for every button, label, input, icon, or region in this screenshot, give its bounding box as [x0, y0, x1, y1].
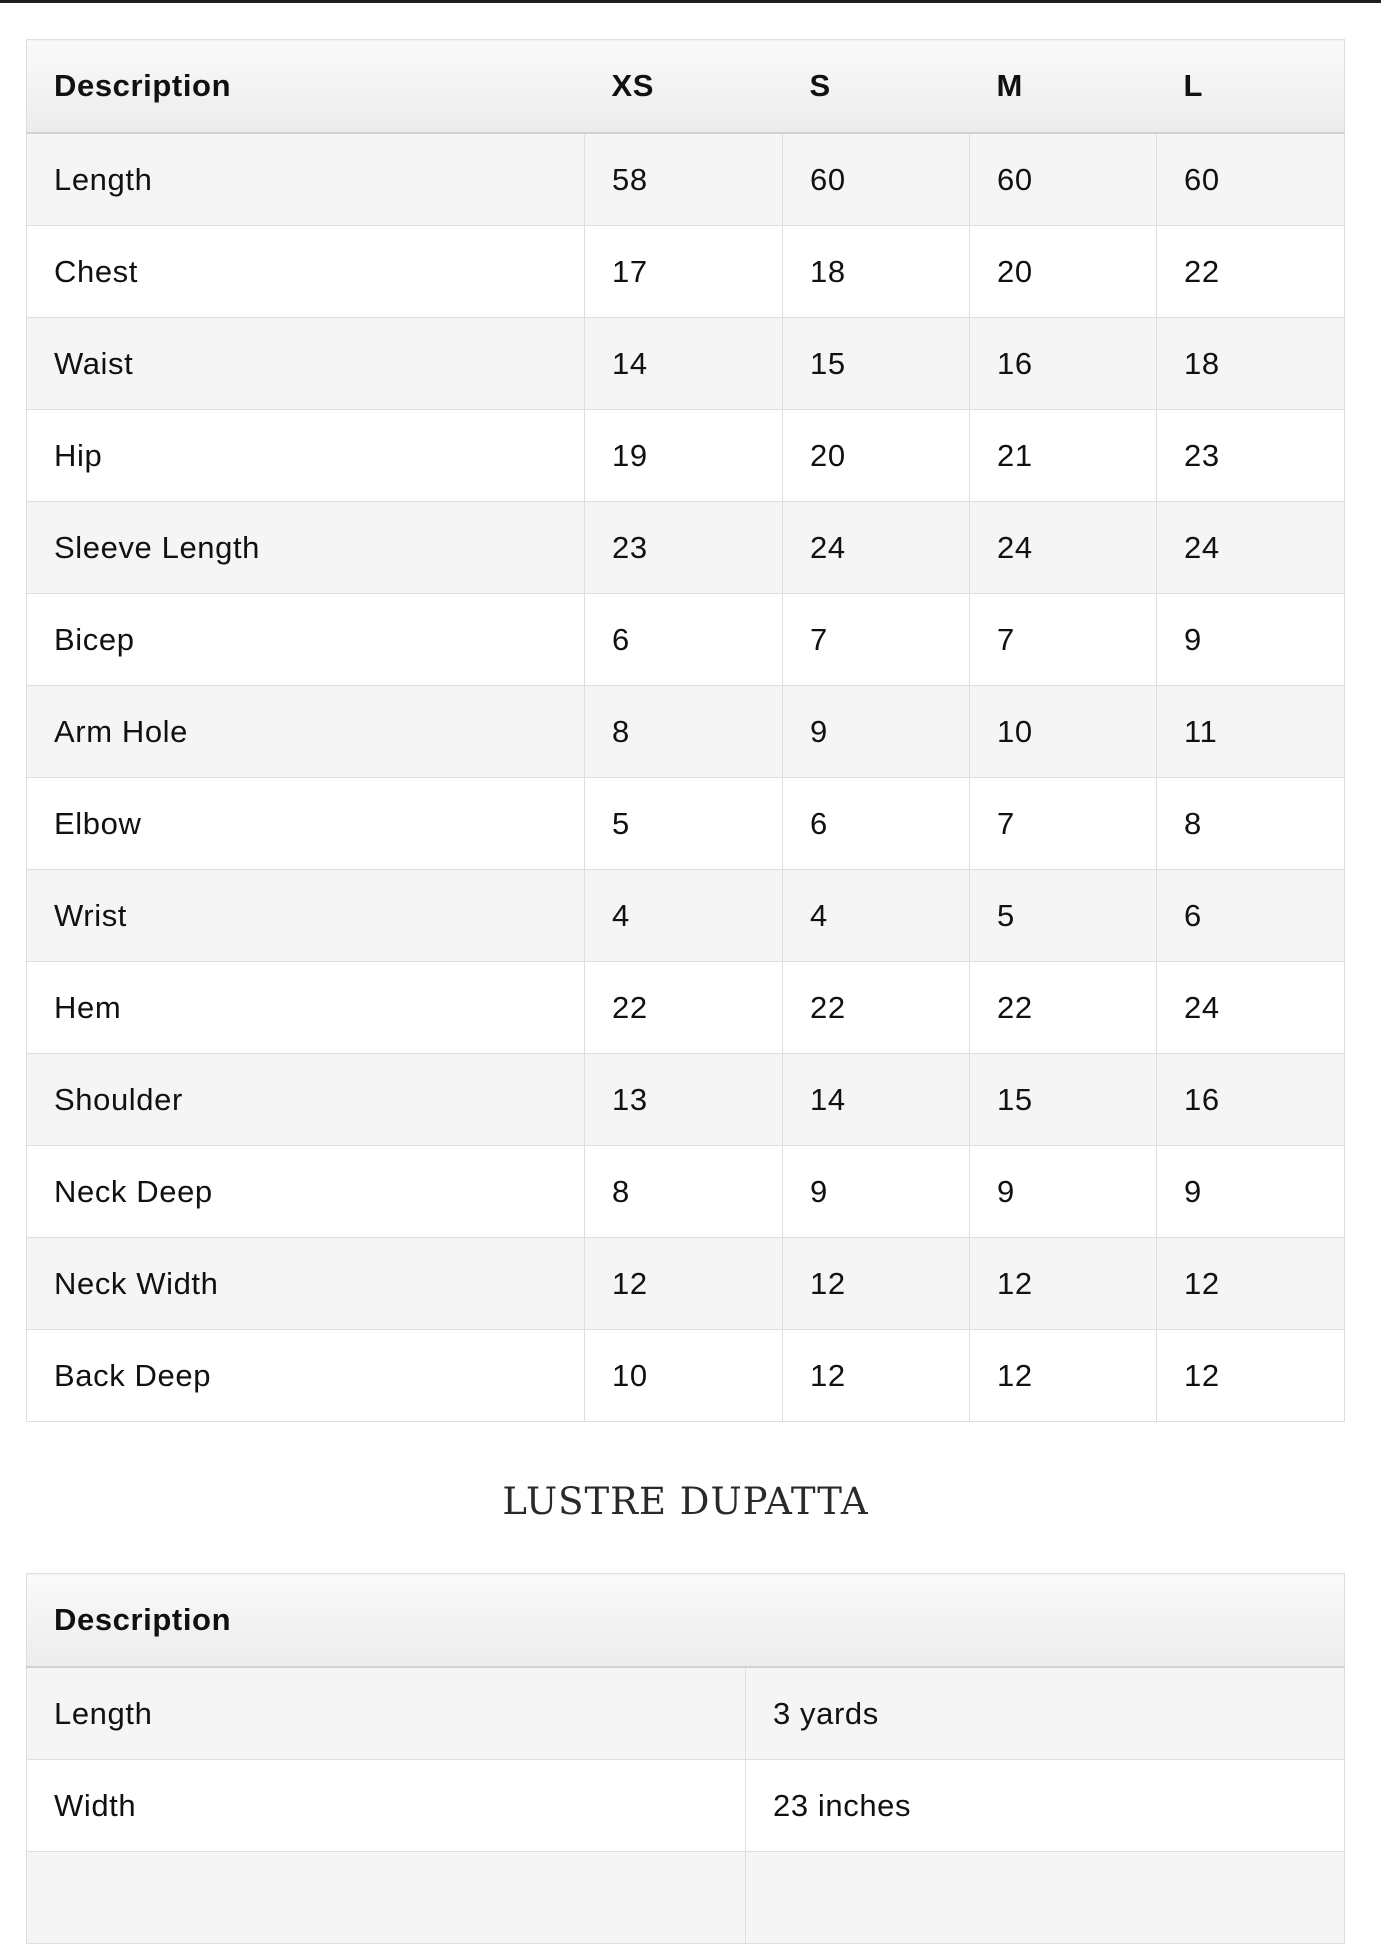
cell-l: 23	[1157, 410, 1345, 502]
cell-xs: 6	[585, 594, 783, 686]
table-row	[27, 133, 1345, 226]
cell-xs: 23	[585, 502, 783, 594]
cell-s: 14	[783, 1054, 970, 1146]
header-size-m: M	[970, 40, 1157, 134]
cell-xs: 8	[585, 686, 783, 778]
cell-m: 7	[970, 778, 1157, 870]
table-row	[27, 318, 1345, 410]
cell-description: Length	[27, 1667, 746, 1760]
cell-l: 9	[1157, 594, 1345, 686]
header-size-l: L	[1157, 40, 1345, 134]
cell-m: 9	[970, 1146, 1157, 1238]
cell-description: Hem	[27, 962, 585, 1054]
cell-s: 4	[783, 870, 970, 962]
cell-xs: 19	[585, 410, 783, 502]
cell-description: Width	[27, 1760, 746, 1852]
cell-xs: 17	[585, 226, 783, 318]
cell-m: 12	[970, 1238, 1157, 1330]
cell-description: Elbow	[27, 778, 585, 870]
cell-l: 16	[1157, 1054, 1345, 1146]
header-size-xs: XS	[585, 40, 783, 134]
cell-description: Bicep	[27, 594, 585, 686]
cell-s: 60	[783, 133, 970, 226]
cell-m: 15	[970, 1054, 1157, 1146]
cell-m: 7	[970, 594, 1157, 686]
cell-description: Neck Width	[27, 1238, 585, 1330]
top-divider	[0, 0, 1381, 3]
table-row	[27, 502, 1345, 594]
cell-description: Wrist	[27, 870, 585, 962]
cell-l: 18	[1157, 318, 1345, 410]
cell-s: 18	[783, 226, 970, 318]
cell-m: 16	[970, 318, 1157, 410]
cell-l: 12	[1157, 1238, 1345, 1330]
cell-xs: 12	[585, 1238, 783, 1330]
cell-s: 7	[783, 594, 970, 686]
cell-xs: 13	[585, 1054, 783, 1146]
cell-description: Length	[27, 133, 585, 226]
table-row	[27, 1146, 1345, 1238]
table-row	[27, 1760, 1345, 1852]
cell-l: 60	[1157, 133, 1345, 226]
cell-m: 10	[970, 686, 1157, 778]
cell-l: 24	[1157, 962, 1345, 1054]
cell-l: 11	[1157, 686, 1345, 778]
table-row	[27, 226, 1345, 318]
table-row	[27, 1667, 1345, 1760]
table-row	[27, 410, 1345, 502]
dupatta-header-description: Description	[27, 1574, 1345, 1668]
table-row	[27, 1238, 1345, 1330]
table-row	[27, 870, 1345, 962]
cell-l: 6	[1157, 870, 1345, 962]
cell-l: 24	[1157, 502, 1345, 594]
dupatta-table	[26, 1573, 1345, 1944]
size-chart-header-row	[27, 40, 1345, 134]
cell-value: 3 yards	[746, 1667, 1345, 1760]
cell-value: 23 inches	[746, 1760, 1345, 1852]
cell-description: Hip	[27, 410, 585, 502]
cell-xs: 22	[585, 962, 783, 1054]
table-row	[27, 1852, 1345, 1944]
size-chart-table	[26, 39, 1345, 1422]
cell-description	[27, 1852, 746, 1944]
cell-xs: 8	[585, 1146, 783, 1238]
cell-m: 5	[970, 870, 1157, 962]
table-row	[27, 778, 1345, 870]
cell-l: 8	[1157, 778, 1345, 870]
cell-l: 12	[1157, 1330, 1345, 1422]
cell-value	[746, 1852, 1345, 1944]
cell-description: Neck Deep	[27, 1146, 585, 1238]
cell-s: 24	[783, 502, 970, 594]
header-description: Description	[27, 40, 585, 134]
cell-s: 9	[783, 686, 970, 778]
cell-xs: 10	[585, 1330, 783, 1422]
dupatta-section-title: LUSTRE DUPATTA	[502, 1480, 869, 1523]
table-row	[27, 962, 1345, 1054]
dupatta-header-row	[27, 1574, 1345, 1668]
cell-description: Sleeve Length	[27, 502, 585, 594]
cell-s: 15	[783, 318, 970, 410]
cell-m: 12	[970, 1330, 1157, 1422]
cell-xs: 4	[585, 870, 783, 962]
cell-description: Back Deep	[27, 1330, 585, 1422]
cell-l: 22	[1157, 226, 1345, 318]
table-row	[27, 1330, 1345, 1422]
cell-l: 9	[1157, 1146, 1345, 1238]
cell-description: Chest	[27, 226, 585, 318]
header-size-s: S	[783, 40, 970, 134]
cell-description: Shoulder	[27, 1054, 585, 1146]
cell-s: 12	[783, 1238, 970, 1330]
cell-m: 60	[970, 133, 1157, 226]
cell-s: 22	[783, 962, 970, 1054]
cell-s: 9	[783, 1146, 970, 1238]
cell-s: 6	[783, 778, 970, 870]
cell-s: 20	[783, 410, 970, 502]
cell-s: 12	[783, 1330, 970, 1422]
cell-m: 20	[970, 226, 1157, 318]
table-row	[27, 1054, 1345, 1146]
cell-xs: 5	[585, 778, 783, 870]
cell-description: Waist	[27, 318, 585, 410]
cell-m: 21	[970, 410, 1157, 502]
cell-xs: 14	[585, 318, 783, 410]
cell-xs: 58	[585, 133, 783, 226]
cell-description: Arm Hole	[27, 686, 585, 778]
cell-m: 22	[970, 962, 1157, 1054]
cell-m: 24	[970, 502, 1157, 594]
table-row	[27, 686, 1345, 778]
table-row	[27, 594, 1345, 686]
